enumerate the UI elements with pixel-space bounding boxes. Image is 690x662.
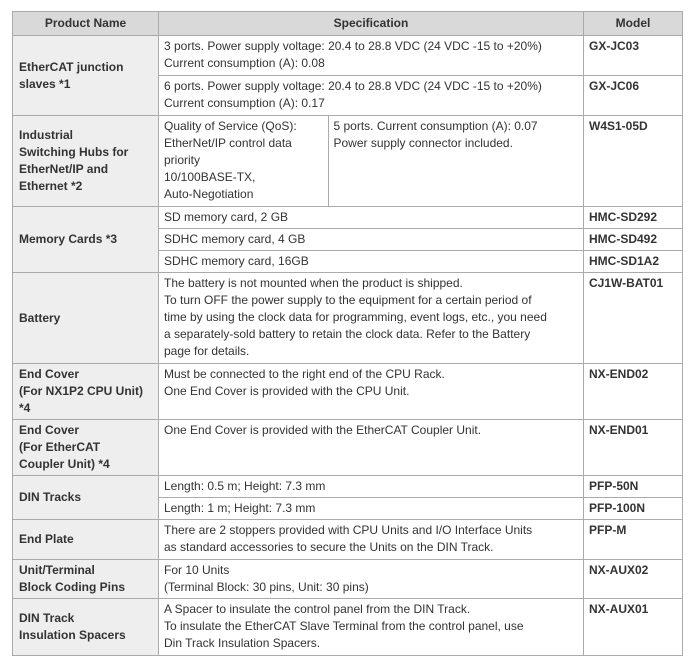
- product-name-line: Block Coding Pins: [19, 580, 126, 594]
- spec-right: [328, 116, 583, 206]
- spec-cell: [159, 476, 584, 498]
- product-name-line: slaves *1: [19, 76, 71, 91]
- table-row: [13, 476, 683, 498]
- product-name-ethercat-junction: [13, 36, 159, 116]
- spec-line: Length: 1 m; Height: 7.3 mm: [164, 501, 316, 515]
- model-cell: CJ1W-BAT01: [584, 273, 683, 364]
- spec-line: One End Cover is provided with the CPU Unit.: [164, 384, 410, 398]
- spec-line: To insulate the EtherCAT Slave Terminal from the control panel, use: [164, 619, 524, 633]
- spec-line: time by using the clock data for programming, event logs, etc., you need: [164, 310, 547, 324]
- model-cell: PFP-M: [584, 520, 683, 560]
- spec-line: One End Cover is provided with the EtherCAT Coupler Unit.: [164, 423, 482, 437]
- product-name-line: DIN Track: [19, 611, 75, 625]
- table-row: [13, 207, 683, 229]
- product-name-line: Industrial: [19, 128, 74, 142]
- table-row: [13, 599, 683, 656]
- product-name-line: *4: [19, 401, 31, 415]
- product-name-line: Coupler Unit) *4: [19, 457, 110, 471]
- product-name-line: (For NX1P2 CPU Unit): [19, 384, 144, 398]
- model-cell: NX-AUX01: [584, 599, 683, 656]
- spec-line: SDHC memory card, 4 GB: [164, 232, 306, 246]
- spec-line: as standard accessories to secure the Units on the DIN Track.: [164, 540, 494, 554]
- spec-left: [159, 116, 328, 206]
- product-name-line: End Cover: [19, 367, 80, 381]
- product-name-end-plate: [13, 520, 159, 560]
- product-name-line: EtherNet/IP and: [19, 162, 109, 176]
- product-name-battery: [13, 273, 159, 364]
- product-name-line: DIN Tracks: [19, 490, 82, 504]
- model-cell: PFP-100N: [584, 498, 683, 520]
- model-cell: HMC-SD1A2: [584, 251, 683, 273]
- product-name-line: EtherCAT junction: [19, 59, 124, 74]
- spec-line: page for details.: [164, 344, 250, 358]
- spec-line: 6 ports. Power supply voltage: 20.4 to 28.8 VDC (24 VDC -15 to +20%): [164, 79, 542, 93]
- spec-cell: [159, 420, 584, 476]
- table-row: [13, 116, 683, 207]
- spec-cell: [159, 599, 584, 656]
- header-row: [13, 12, 683, 36]
- header-model: Model: [584, 12, 683, 36]
- model-cell: PFP-50N: [584, 476, 683, 498]
- spec-cell: [159, 520, 584, 560]
- model-cell: HMC-SD292: [584, 207, 683, 229]
- spec-line: For 10 Units: [164, 563, 230, 577]
- model-cell: NX-END01: [584, 420, 683, 476]
- product-name-end-cover-cpu: [13, 364, 159, 420]
- table-row: [13, 520, 683, 560]
- spec-cell: [159, 273, 584, 364]
- header-specification: Specification: [159, 12, 584, 36]
- product-name-din-tracks: [13, 476, 159, 520]
- product-spec-table: [12, 11, 683, 656]
- model-cell: NX-END02: [584, 364, 683, 420]
- spec-cell: [159, 560, 584, 599]
- spec-line: 3 ports. Power supply voltage: 20.4 to 28.8 VDC (24 VDC -15 to +20%): [164, 39, 542, 53]
- spec-line: Auto-Negotiation: [164, 187, 254, 201]
- spec-line: Quality of Service (QoS):: [164, 119, 297, 133]
- product-name-coding-pins: [13, 560, 159, 599]
- spec-line: EtherNet/IP control data: [164, 136, 292, 150]
- spec-cell: [159, 207, 584, 229]
- product-name-line: End Cover: [19, 423, 80, 437]
- spec-cell: [159, 76, 584, 116]
- spec-line: Power supply connector included.: [333, 136, 513, 150]
- product-name-line: (For EtherCAT: [19, 440, 101, 454]
- product-name-switching-hubs: [13, 116, 159, 207]
- product-name-end-cover-coupler: [13, 420, 159, 476]
- spec-cell: [159, 229, 584, 251]
- table-row: [13, 420, 683, 476]
- spec-line: Current consumption (A): 0.08: [164, 56, 325, 70]
- spec-line: To turn OFF the power supply to the equipment for a certain period of: [164, 293, 532, 307]
- spec-line: SDHC memory card, 16GB: [164, 254, 309, 268]
- spec-line: Current consumption (A): 0.17: [164, 96, 325, 110]
- product-name-memory-cards: [13, 207, 159, 273]
- table-row: [13, 273, 683, 364]
- spec-line: Din Track Insulation Spacers.: [164, 636, 321, 650]
- spec-line: 10/100BASE-TX,: [164, 170, 256, 184]
- spec-line: a separately-sold battery to retain the clock data. Refer to the Battery: [164, 327, 531, 341]
- spec-line: There are 2 stoppers provided with CPU Units and I/O Interface Units: [164, 523, 533, 537]
- product-name-line: Switching Hubs for: [19, 145, 129, 159]
- spec-cell: [159, 364, 584, 420]
- spec-line: priority: [164, 153, 201, 167]
- table-row: [13, 364, 683, 420]
- spec-cell: [159, 251, 584, 273]
- spec-line: The battery is not mounted when the product is shipped.: [164, 276, 463, 290]
- table-row: [13, 560, 683, 599]
- spec-line: 5 ports. Current consumption (A): 0.07: [333, 119, 538, 133]
- model-cell: W4S1-05D: [584, 116, 683, 207]
- spec-cell: [159, 36, 584, 76]
- product-name-line: Battery: [19, 310, 61, 325]
- spec-line: A Spacer to insulate the control panel from the DIN Track.: [164, 602, 471, 616]
- spec-line: Must be connected to the right end of the CPU Rack.: [164, 367, 445, 381]
- table-row: [13, 36, 683, 76]
- product-name-line: End Plate: [19, 532, 74, 546]
- spec-cell: [159, 116, 584, 207]
- nested-spec-table: [159, 116, 583, 206]
- product-name-line: Memory Cards *3: [19, 232, 118, 246]
- product-name-line: Ethernet *2: [19, 179, 83, 193]
- product-name-line: Unit/Terminal: [19, 563, 95, 577]
- model-cell: HMC-SD492: [584, 229, 683, 251]
- spec-line: SD memory card, 2 GB: [164, 210, 289, 224]
- model-cell: GX-JC03: [584, 36, 683, 76]
- model-cell: GX-JC06: [584, 76, 683, 116]
- product-name-spacers: [13, 599, 159, 656]
- product-name-line: Insulation Spacers: [19, 628, 126, 642]
- header-product-name: Product Name: [13, 12, 159, 36]
- spec-line: Length: 0.5 m; Height: 7.3 mm: [164, 479, 326, 493]
- spec-line: (Terminal Block: 30 pins, Unit: 30 pins): [164, 580, 369, 594]
- spec-cell: [159, 498, 584, 520]
- model-cell: NX-AUX02: [584, 560, 683, 599]
